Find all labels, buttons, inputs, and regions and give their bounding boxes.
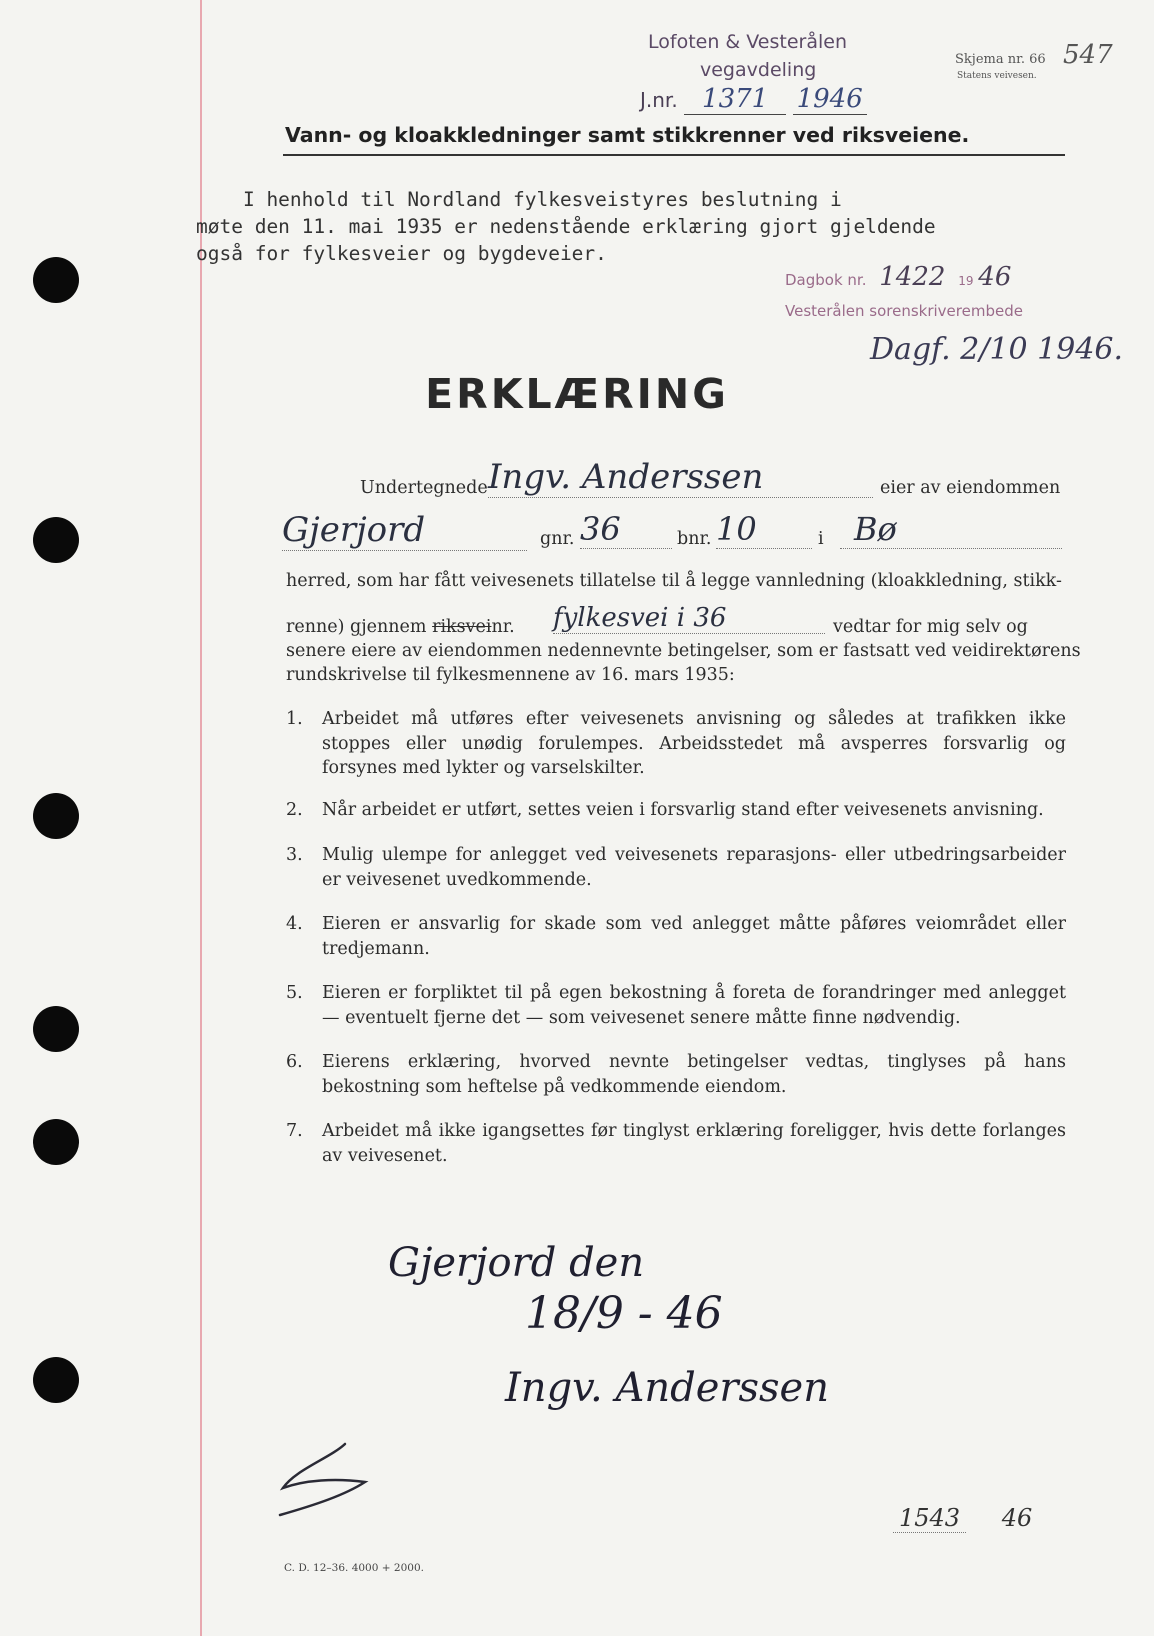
initials-mark [275,1440,385,1520]
undersigned-label: Undertegnede [360,478,488,498]
intro-line3: senere eiere av eiendommen nedennevnte betingelser, som er fastsatt ved veidirektørens [286,641,1081,661]
journal-number [640,84,867,114]
condition-item [286,1050,1066,1099]
typed-line: også for fylkesveier og bygdeveier. [196,242,607,265]
condition-text: Eierens erklæring, hvorved nevnte betingelser vedtas, tinglyses på hans bekostning som heftelse på vedkommende eiendom. [322,1052,1066,1097]
gnr-label: gnr. [540,529,575,549]
print-code: C. D. 12–36. 4000 + 2000. [284,1562,424,1574]
reg-year: 46 [978,262,1012,292]
intro-line1: herred, som har fått veivesenets tillatelse til å legge vannledning (kloakkledning, stikk- [286,571,1062,591]
punch-hole [33,257,79,303]
archive-year: 46 [1001,1504,1033,1532]
condition-item [286,981,1066,1030]
intro-line2 [286,617,515,637]
condition-text: Arbeidet må ikke igangsettes før tinglyst erklæring foreligger, hvis dette forlanges av veivesenet. [322,1121,1066,1166]
condition-number: 1. [286,709,303,729]
condition-number: 6. [286,1052,303,1072]
condition-item [286,798,1066,823]
road-handwritten: fylkesvei i 36 [553,603,825,634]
condition-item [286,843,1066,892]
reg-handwritten-date: Dagf. 2/10 1946. [870,332,1124,367]
typed-notice [196,186,936,267]
condition-number: 4. [286,914,303,934]
archive-num: 1543 [893,1504,966,1533]
form-number [955,52,1046,84]
condition-number: 5. [286,983,303,1003]
condition-item [286,707,1066,781]
punch-hole [33,793,79,839]
jnr-number: 1371 [684,84,786,115]
jnr-label: J.nr. [640,88,678,112]
condition-text: Mulig ulempe for anlegget ved veivesenets reparasjons- eller utbedringsarbeider er veivesenet uvedkommende. [322,845,1066,890]
registration-stamp: Dagbok nr. 1422 19 46 Vesterålen sorenskriverembede [785,262,1023,326]
document-heading: ERKLÆRING [425,370,729,418]
condition-item [286,1119,1066,1168]
archive-number [893,1504,1032,1533]
jnr-year: 1946 [793,84,867,115]
punch-hole [33,1357,79,1403]
punch-hole [33,1119,79,1165]
condition-number: 3. [286,845,303,865]
form-org: Statens veivesen. [957,71,1037,81]
condition-number: 2. [286,800,303,820]
intro-struck-text: riksvei [432,617,492,637]
page-title: Vann- og kloakkledninger samt stikkrenner ved riksveiene. [285,123,970,147]
condition-text: Eieren er forpliktet til på egen bekostning å foreta de forandringer med anlegget — eventuelt fjerne det — som veivesenet senere måtte finne nødvendig. [322,983,1066,1028]
condition-text: Arbeidet må utføres efter veivesenets anvisning og således at trafikken ikke stoppes eller unødig forulempes. Arbeidsstedet må avsperres forsvarlig og forsynes med lykter og varselskilter. [322,709,1066,778]
office-stamp [648,28,847,84]
office-stamp-line2: vegavdeling [700,59,817,81]
condition-item [286,912,1066,961]
in-label: i [818,529,824,549]
bnr-value: 10 [716,510,812,549]
intro-line2-end: vedtar for mig selv og [833,617,1028,637]
signature-date: 18/9 - 46 [525,1288,723,1339]
office-stamp-line1: Lofoten & Vesterålen [648,31,847,53]
reg-prefix: Dagbok nr. [785,271,867,289]
condition-text: Eieren er ansvarlig for skade som ved anlegget måtte påføres veiområdet eller tredjemann. [322,914,1066,959]
reg-number: 1422 [879,262,946,292]
signature-place: Gjerjord den [388,1240,645,1286]
bnr-label: bnr. [677,529,712,549]
condition-text: Når arbeidet er utført, settes veien i forsvarlig stand efter veivesenets anvisning. [322,800,1044,820]
intro-line2-start: renne) gjennem [286,617,427,637]
undersigned-value: Ingv. Anderssen [488,457,873,498]
form-handwritten-number: 547 [1063,40,1113,70]
title-underline [283,154,1065,156]
typed-line: I henhold til Nordland fylkesveistyres beslutning i [196,188,842,211]
punch-hole [33,517,79,563]
signature-name: Ingv. Anderssen [505,1365,829,1411]
reg-office: Vesterålen sorenskriverembede [785,302,1023,320]
owner-label: eier av eiendommen [880,478,1061,498]
municipality-value: Bø [840,510,1062,549]
property-value: Gjerjord [282,510,527,551]
intro-line4: rundskrivelse til fylkesmennene av 16. mars 1935: [286,665,735,685]
gnr-value: 36 [580,510,672,549]
intro-nr: nr. [491,617,515,637]
typed-line: møte den 11. mai 1935 er nedenstående erklæring gjort gjeldende [196,215,936,238]
form-label: Skjema nr. 66 [955,52,1046,67]
punch-hole [33,1006,79,1052]
condition-number: 7. [286,1121,303,1141]
